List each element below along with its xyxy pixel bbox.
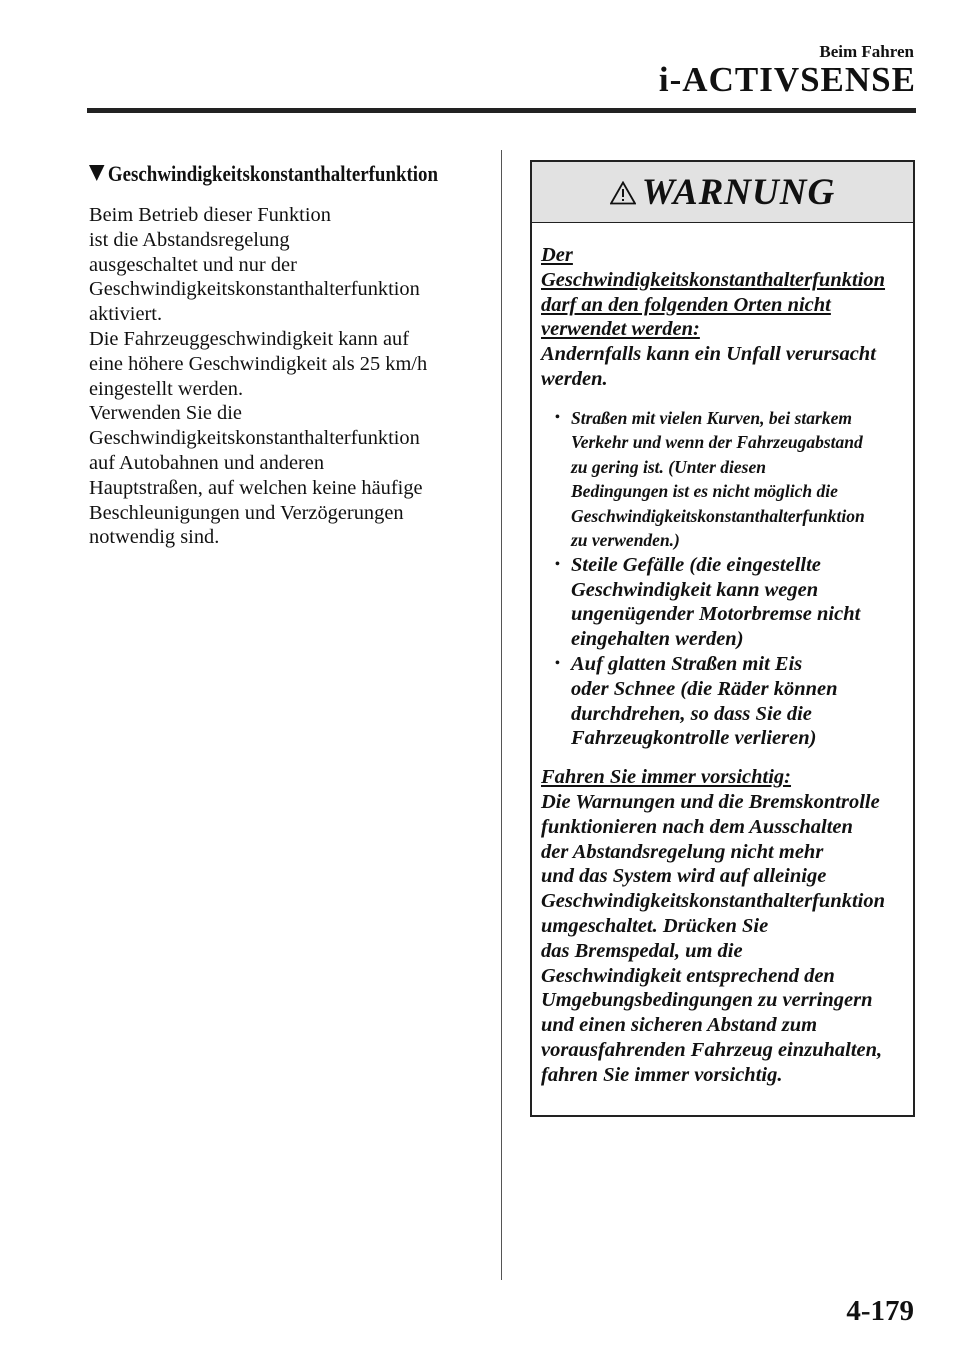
text-line: ungenügender Motorbremse nicht: [571, 603, 861, 626]
text-line: zu verwenden.): [571, 530, 680, 551]
text-line: Geschwindigkeit entsprechend den: [541, 964, 835, 987]
text-line: Geschwindigkeitskonstanthalterfunktion: [89, 427, 420, 450]
text-line: Geschwindigkeitskonstanthalterfunktion: [571, 505, 865, 526]
text-line: Beschleunigungen und Verzögerungen: [89, 501, 404, 524]
text-line: Andernfalls kann ein Unfall verursacht: [541, 343, 876, 366]
warning-bullet-list: [541, 406, 905, 751]
text-line: Straßen mit vielen Kurven, bei starkem: [571, 407, 852, 428]
text-line: Die Fahrzeuggeschwindigkeit kann auf: [89, 327, 410, 350]
warning-title: WARNUNG: [641, 171, 836, 213]
text-line: das Bremspedal, um die: [541, 939, 743, 962]
text-line: und einen sicheren Abstand zum: [541, 1014, 818, 1037]
text-line: vorausfahrenden Fahrzeug einzuhalten,: [541, 1038, 883, 1061]
text-line: umgeschaltet. Drücken Sie: [541, 914, 769, 937]
text-line: Geschwindigkeit kann wegen: [571, 578, 819, 601]
text-line: Geschwindigkeitskonstanthalterfunktion: [541, 890, 886, 913]
text-line: Auf glatten Straßen mit Eis: [571, 652, 803, 675]
header-section-label: Beim Fahren: [819, 42, 914, 61]
text-line: oder Schnee (die Räder können: [571, 677, 838, 700]
text-line: eingehalten werden): [571, 628, 744, 651]
warning-intro: [541, 342, 905, 392]
text-line: werden.: [541, 367, 608, 390]
text-line: Verwenden Sie die: [89, 402, 242, 425]
text-line: Bedingungen ist es nicht möglich die: [571, 481, 838, 502]
warning-closing-text: [541, 790, 905, 1088]
text-line: der Abstandsregelung nicht mehr: [541, 840, 824, 863]
warning-box: [530, 160, 915, 1117]
text-line: Beim Betrieb dieser Funktion: [89, 204, 331, 226]
text-line: Umgebungsbedingungen zu verringern: [541, 989, 873, 1012]
text-line: Hauptstraßen, auf welchen keine häufige: [89, 476, 423, 499]
text-line: notwendig sind.: [89, 526, 220, 549]
text-line: aktiviert.: [89, 303, 163, 326]
text-line: Geschwindigkeitskonstanthalterfunktion: [541, 268, 886, 291]
text-line: fahren Sie immer vorsichtig.: [541, 1063, 783, 1086]
text-line: ist die Abstandsregelung: [89, 228, 290, 251]
text-line: auf Autobahnen und anderen: [89, 451, 325, 474]
list-item: [541, 652, 905, 751]
text-line: Verkehr und wenn der Fahrzeugabstand: [571, 432, 863, 453]
section-heading: [89, 160, 439, 188]
column-divider: [501, 150, 502, 1280]
header-chapter-title: i-ACTIVSENSE: [658, 60, 916, 99]
bullet-dot-icon: •: [555, 409, 560, 425]
header-divider: [87, 108, 916, 113]
text-line: Fahrzeugkontrolle verlieren): [571, 727, 817, 750]
page-number: 4-179: [846, 1295, 914, 1327]
list-item: [541, 553, 905, 652]
warning-intro-underlined: [541, 243, 905, 342]
text-line: ausgeschaltet und nur der: [89, 253, 297, 276]
body-paragraph: [89, 203, 489, 550]
warning-closing-heading: Fahren Sie immer vorsichtig:: [541, 766, 792, 789]
text-line: verwendet werden:: [541, 318, 700, 341]
text-line: Steile Gefälle (die eingestellte: [571, 553, 821, 576]
text-line: durchdrehen, so dass Sie die: [571, 702, 812, 725]
text-line: funktionieren nach dem Ausschalten: [541, 815, 853, 838]
bullet-dot-icon: •: [555, 556, 560, 572]
text-line: zu gering ist. (Unter diesen: [571, 456, 766, 477]
text-line: Der: [541, 244, 573, 266]
warning-triangle-icon: [610, 181, 636, 205]
left-column: [89, 160, 489, 550]
text-line: Die Warnungen und die Bremskontrolle: [541, 790, 880, 813]
text-line: und das System wird auf alleinige: [541, 865, 827, 888]
triangle-down-icon: [89, 160, 104, 188]
section-heading-text: Geschwindigkeitskonstanthalterfunktion: [107, 161, 439, 186]
text-line: Geschwindigkeitskonstanthalterfunktion: [89, 278, 420, 301]
text-line: darf an den folgenden Orten nicht: [541, 293, 831, 316]
warning-header: [532, 162, 913, 223]
text-line: eingestellt werden.: [89, 377, 244, 400]
list-item: [541, 406, 905, 553]
text-line: eine höhere Geschwindigkeit als 25 km/h: [89, 352, 428, 375]
bullet-dot-icon: •: [555, 655, 560, 671]
warning-body: [532, 223, 913, 1088]
